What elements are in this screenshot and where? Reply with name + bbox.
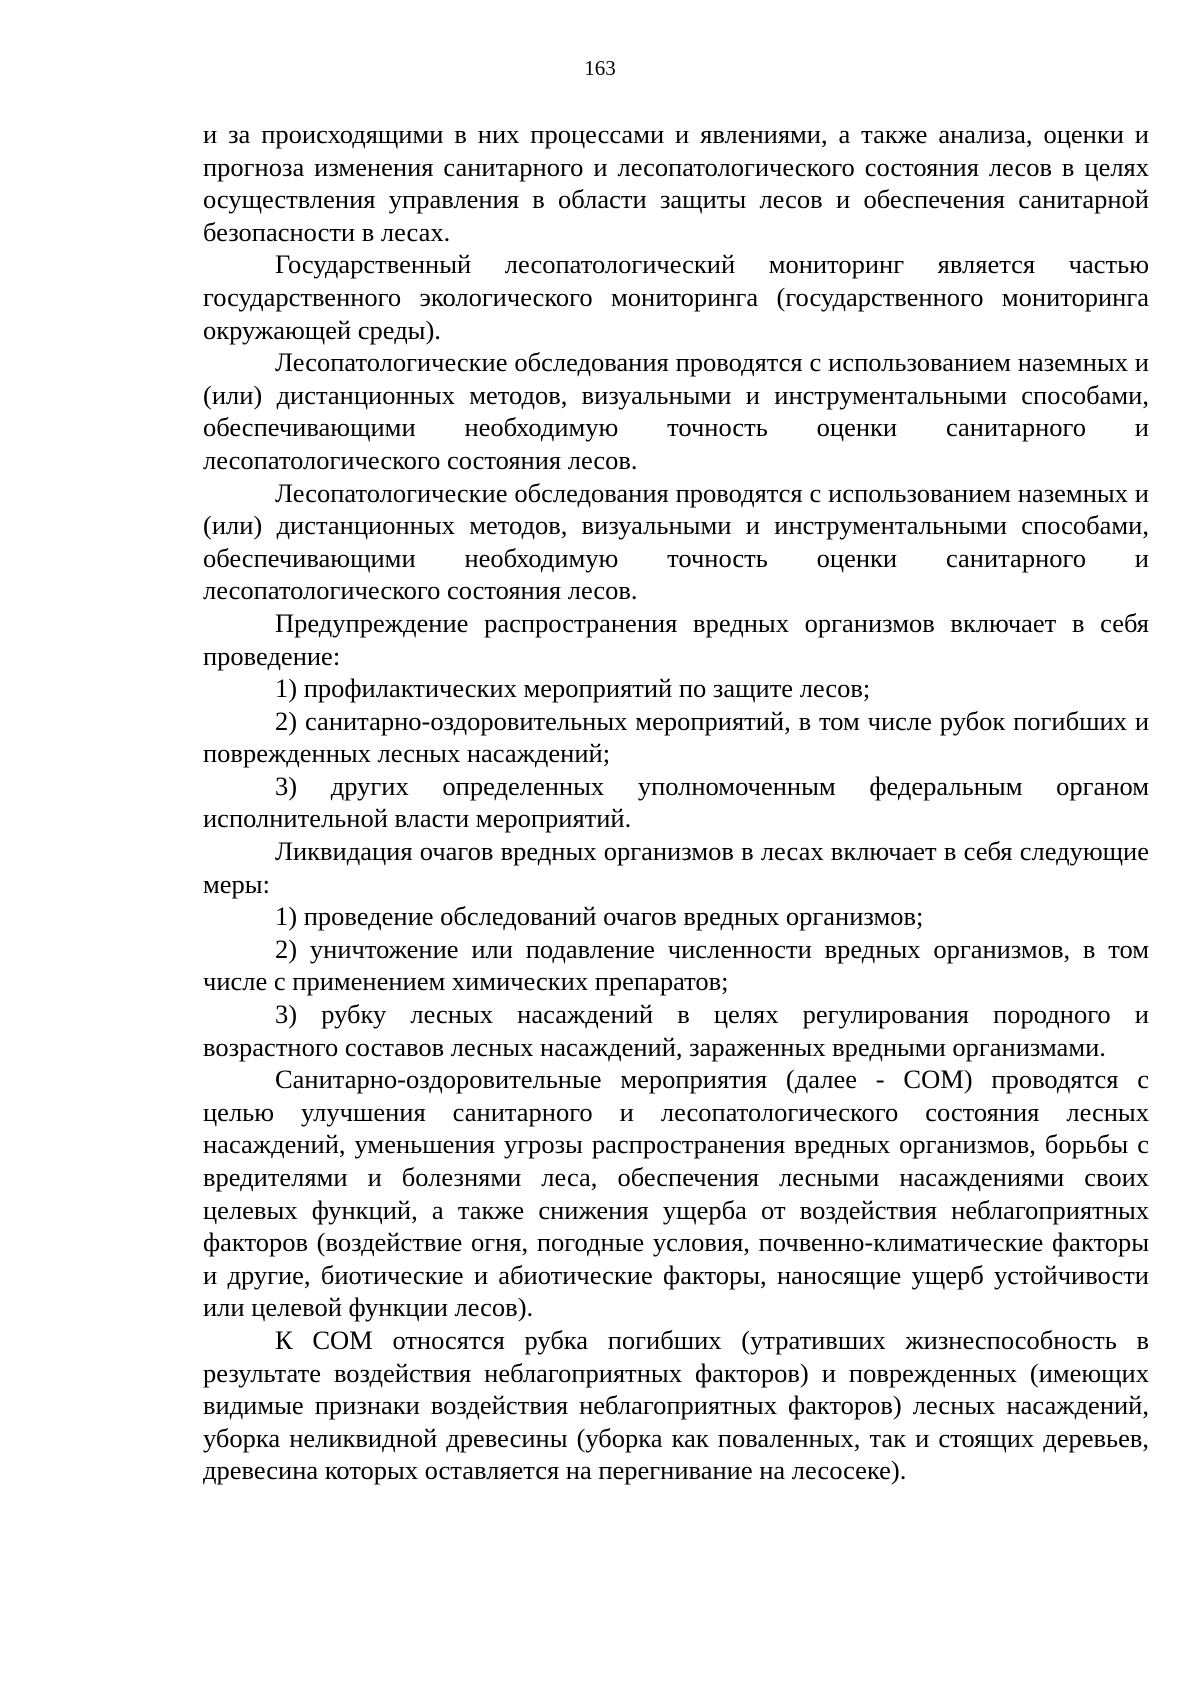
list-item-liquidation-2: 2) уничтожение или подавление численности вредных организмов, в том числе с применением химических препаратов;: [203, 933, 1149, 997]
paragraph-continued: и за происходящими в них процессами и явлениями, а также анализа, оценки и прогноза изменения санитарного и лесопатологического состояния лесов в целях осуществления управления в области защиты лесов и обеспечения санитарной безопасности в лесах.: [203, 119, 1149, 247]
page-number: 163: [584, 56, 616, 80]
paragraph-som-definition: Санитарно-оздоровительные мероприятия (далее - СОМ) проводятся с целью улучшения санитарного и лесопатологического состояния лесных насаждений, уменьшения угрозы распространения вредных организмов, борьбы с вредителями и болезнями леса, обеспечения лесными насаждениями своих целевых функций, а также снижения ущерба от воздействия неблагоприятных факторов (воздействие огня, погодные условия, почвенно-климатические факторы и другие, биотические и абиотические факторы, наносящие ущерб устойчивости или целевой функции лесов).: [203, 1064, 1149, 1323]
paragraph-som-includes: К СОМ относятся рубка погибших (утративших жизнеспособность в результате воздействия неблагоприятных факторов) и поврежденных (имеющих видимые признаки воздействия неблагоприятных факторов) лесных насаждений, уборка неликвидной древесины (уборка как поваленных, так и стоящих деревьев, древесина которых оставляется на перегнивание на лесосеке).: [203, 1324, 1149, 1486]
list-item-prevention-3: 3) других определенных уполномоченным федеральным органом исполнительной власти мероприятий.: [203, 770, 1149, 834]
list-item-liquidation-3: 3) рубку лесных насаждений в целях регулирования породного и возрастного составов лесных насаждений, зараженных вредными организмами.: [203, 999, 1149, 1062]
paragraph-prevention: Предупреждение распространения вредных организмов включает в себя проведение:: [203, 607, 1149, 671]
document-body: [203, 118, 1149, 1487]
list-item-prevention-2: 2) санитарно-оздоровительных мероприятий, в том числе рубок погибших и поврежденных лесных насаждений;: [203, 705, 1149, 769]
paragraph-monitoring: Государственный лесопатологический мониторинг является частью государственного экологического мониторинга (государственного мониторинга окружающей среды).: [203, 249, 1149, 345]
paragraph-surveys-repeat: Лесопатологические обследования проводятся с использованием наземных и (или) дистанционных методов, визуальными и инструментальными способами, обеспечивающими необходимую точность оценки санитарного и лесопатологического состояния лесов.: [203, 477, 1149, 606]
paragraph-liquidation: Ликвидация очагов вредных организмов в лесах включает в себя следующие меры:: [203, 836, 1149, 899]
list-item-liquidation-1: 1) проведение обследований очагов вредных организмов;: [275, 901, 924, 932]
list-item-prevention-1: 1) профилактических мероприятий по защите лесов;: [275, 673, 871, 704]
paragraph-surveys: Лесопатологические обследования проводятся с использованием наземных и (или) дистанционных методов, визуальными и инструментальными способами, обеспечивающими необходимую точность оценки санитарного и лесопатологического состояния лесов.: [203, 347, 1149, 475]
